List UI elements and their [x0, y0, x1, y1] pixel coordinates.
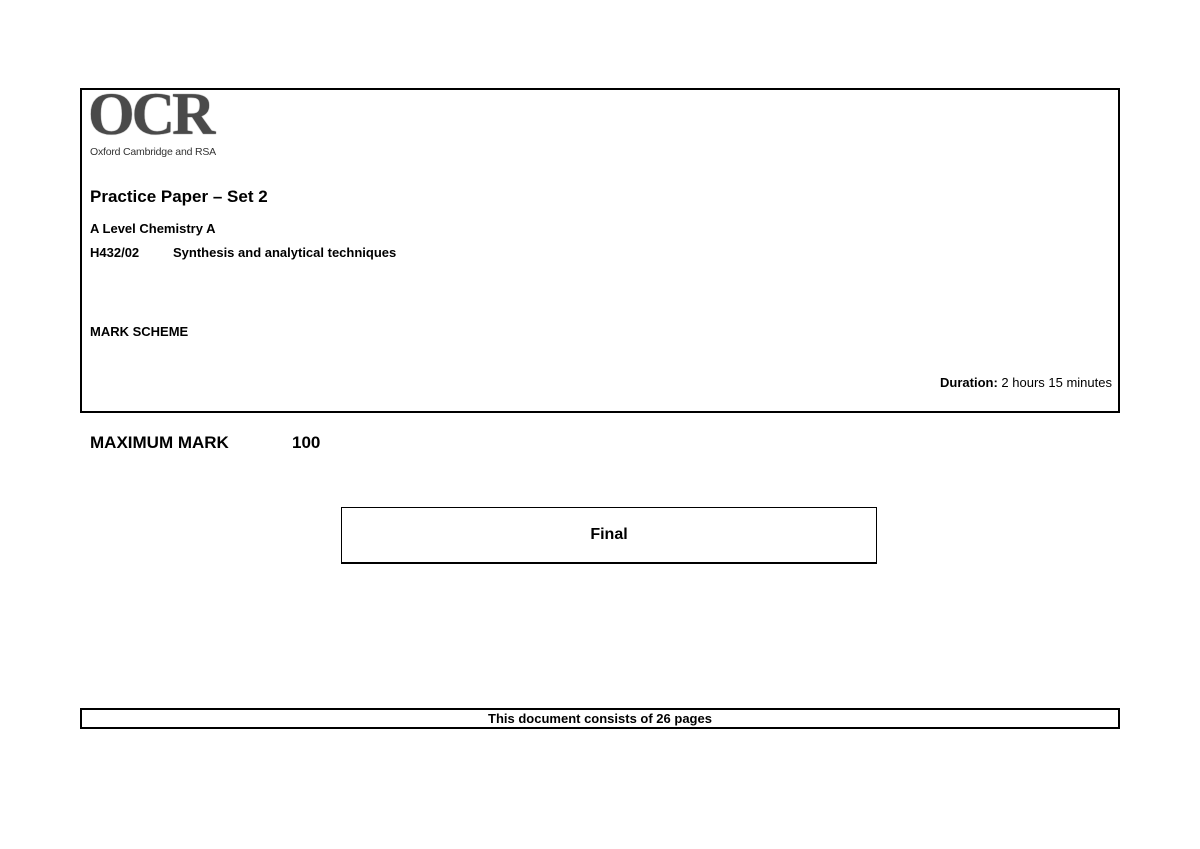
document-type: MARK SCHEME [90, 324, 189, 339]
unit-title: Synthesis and analytical techniques [173, 245, 397, 260]
qualification-title: A Level Chemistry A [90, 221, 216, 236]
maximum-mark-value: 100 [292, 433, 321, 452]
cover-header-box [80, 81, 1120, 413]
status-label: Final [590, 526, 628, 543]
status-box [341, 507, 877, 564]
logo-mark: OCR [88, 81, 213, 147]
maximum-mark [90, 433, 320, 453]
duration-label: Duration: [940, 375, 998, 390]
duration-value: 2 hours 15 minutes [1001, 375, 1112, 390]
unit-line [90, 245, 396, 260]
page-count-text: This document consists of 26 pages [488, 711, 712, 726]
duration [940, 375, 1112, 390]
maximum-mark-label: MAXIMUM MARK [90, 433, 229, 452]
paper-title: Practice Paper – Set 2 [90, 187, 268, 206]
page-count-footer [80, 708, 1120, 729]
logo-tagline: Oxford Cambridge and RSA [90, 146, 216, 158]
ocr-logo [88, 81, 288, 164]
unit-code: H432/02 [90, 245, 140, 260]
